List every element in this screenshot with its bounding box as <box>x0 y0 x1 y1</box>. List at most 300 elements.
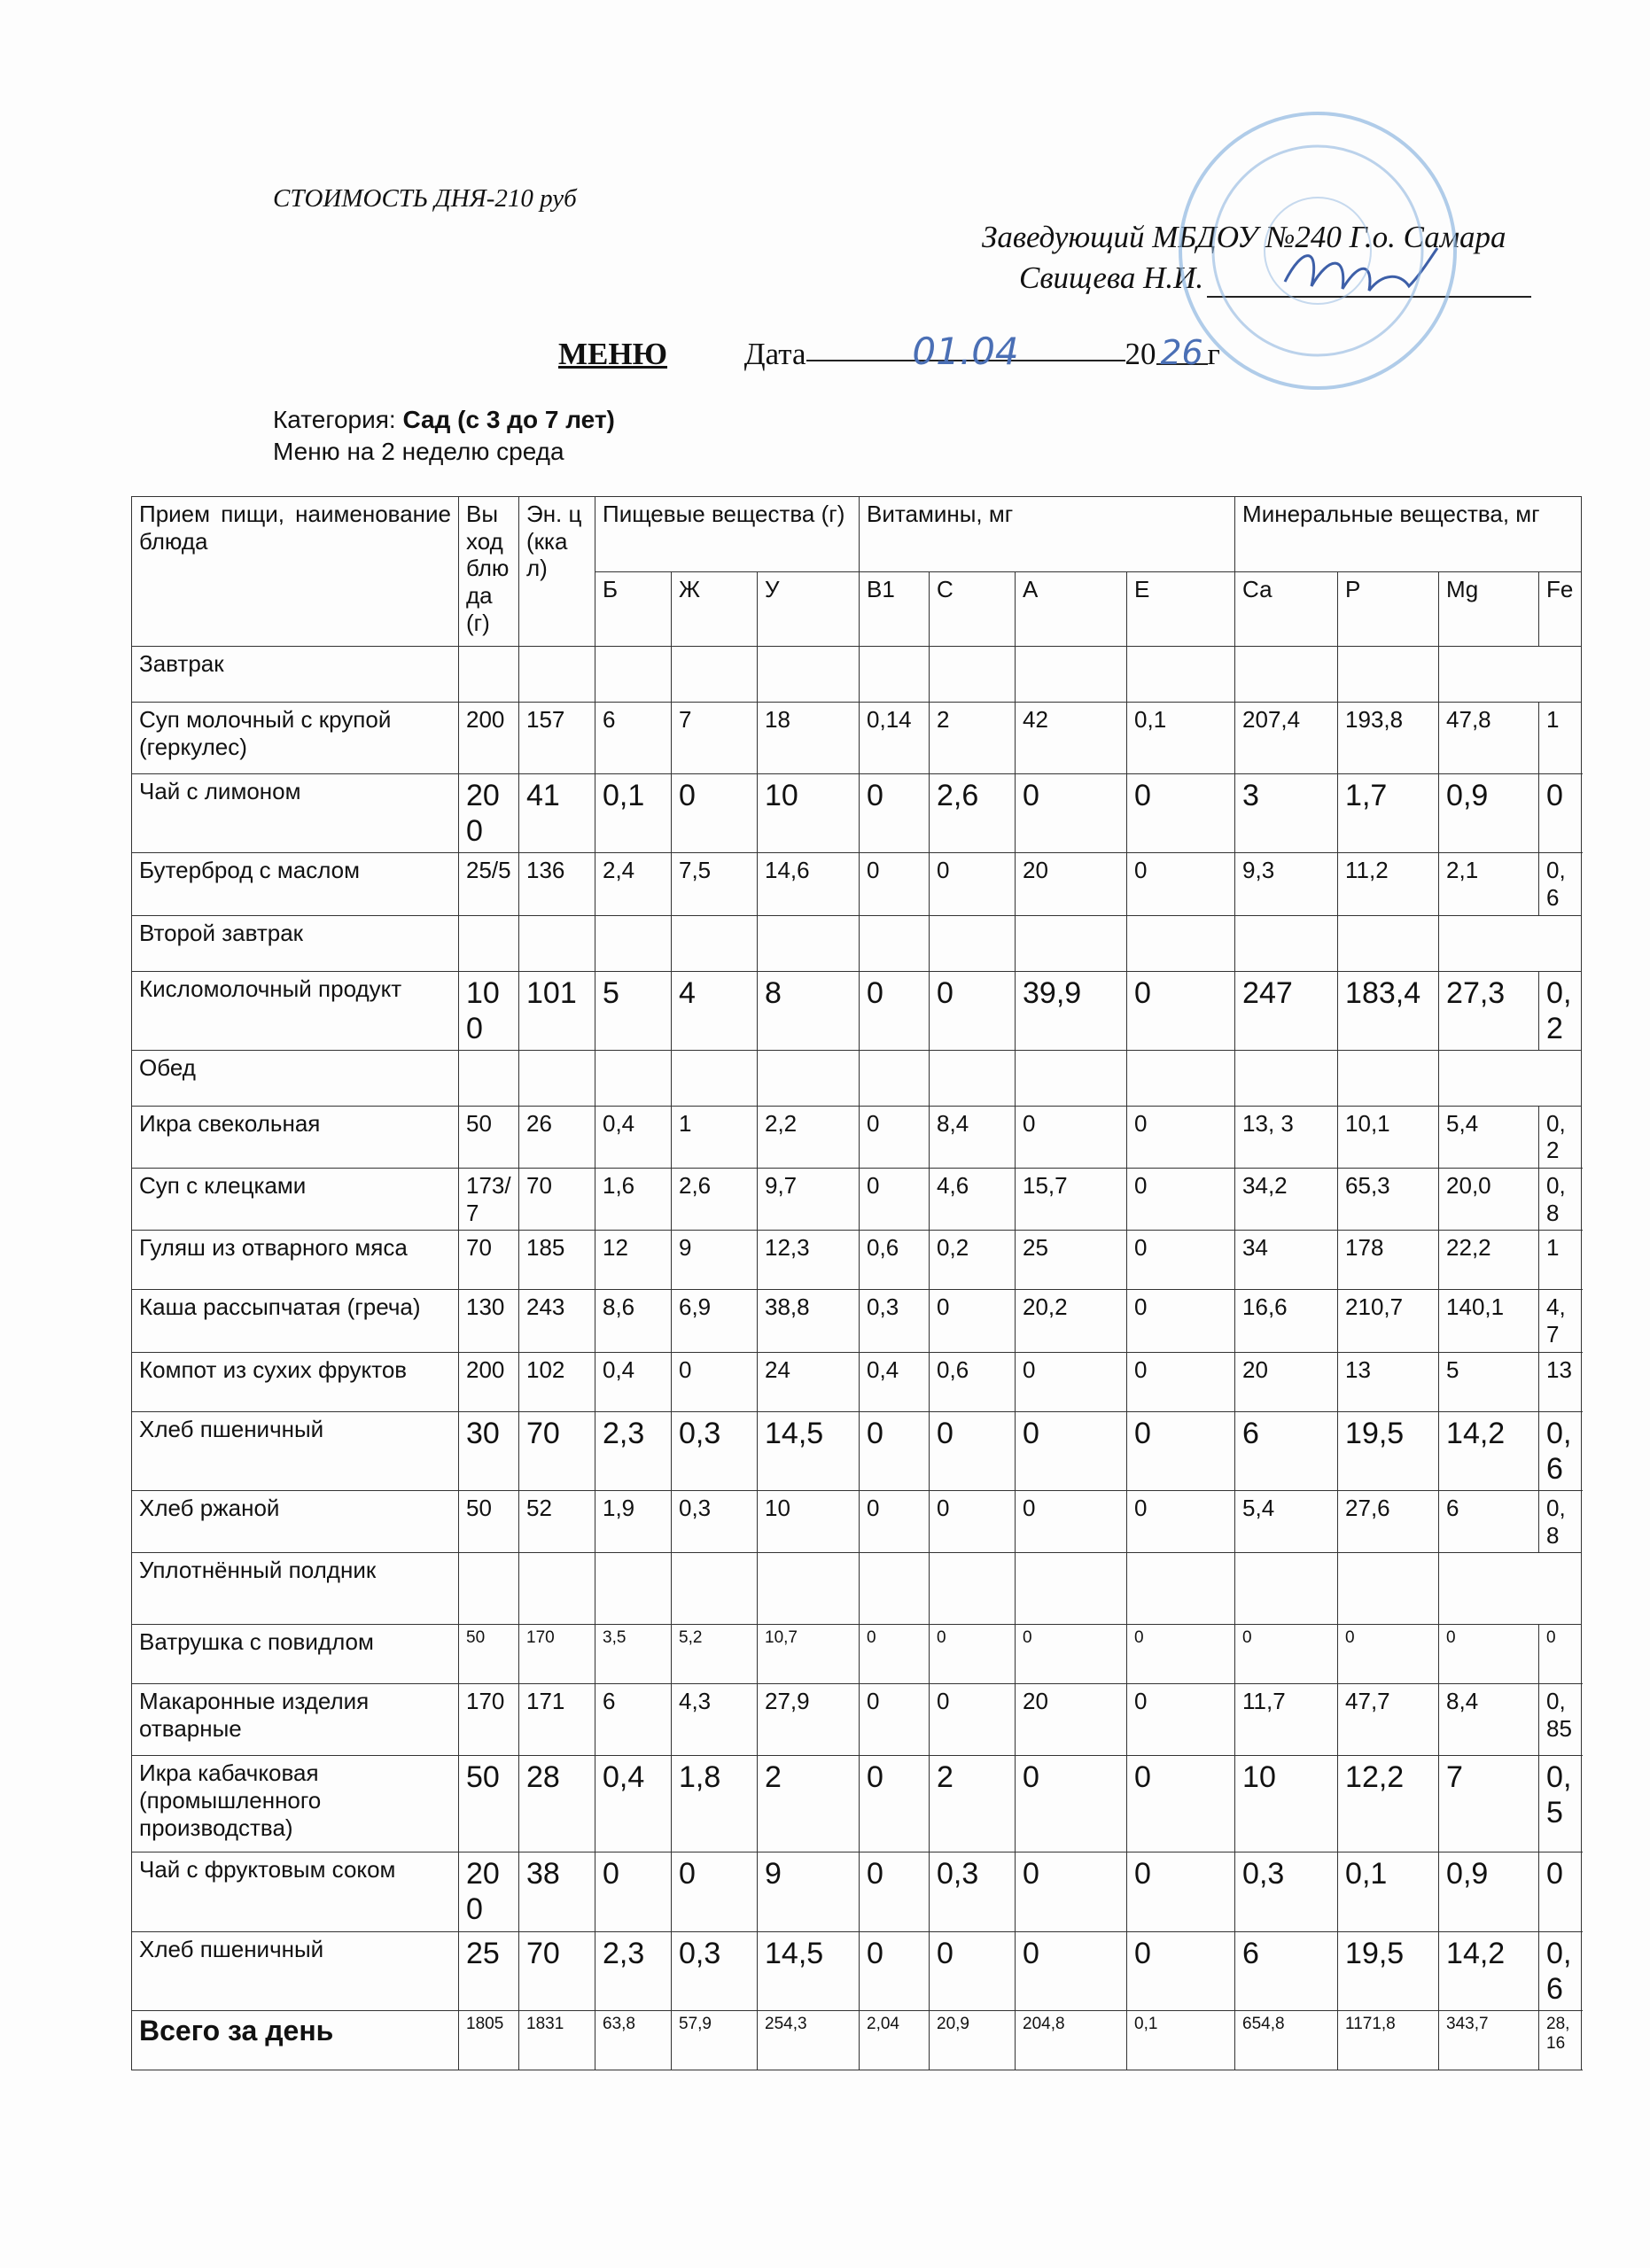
cell: 8,4 <box>930 1106 1016 1168</box>
empty-cell <box>1338 647 1439 703</box>
cell: 3,5 <box>595 1625 672 1684</box>
cell: 0 <box>672 1352 758 1411</box>
date-value: 01.04 <box>912 330 1019 373</box>
cell: 9 <box>672 1231 758 1290</box>
empty-cell <box>595 647 672 703</box>
empty-cell <box>672 915 758 971</box>
cell: 7,5 <box>672 853 758 915</box>
cell: 70 <box>519 1931 595 2010</box>
cell: 6 <box>1439 1491 1539 1553</box>
cell: 5,4 <box>1439 1106 1539 1168</box>
dish-name: Хлеб пшеничный <box>132 1411 459 1490</box>
header-energy: Эн. ц (кка л) <box>519 497 595 647</box>
empty-cell <box>930 1050 1016 1106</box>
empty-cell <box>1235 1050 1338 1106</box>
day-cost: СТОИМОСТЬ ДНЯ-210 руб <box>273 184 577 213</box>
cell: 0 <box>1127 1411 1235 1490</box>
cell: 0,9 <box>1439 774 1539 853</box>
cell: 0,2 <box>1539 971 1582 1050</box>
cell: 0,4 <box>595 1756 672 1852</box>
cell: 2 <box>930 1756 1016 1852</box>
cell: 171 <box>519 1684 595 1756</box>
cell: 0 <box>860 1491 930 1553</box>
cell: 2,3 <box>595 1411 672 1490</box>
cell: 6 <box>595 1684 672 1756</box>
table-row <box>132 1625 1582 1684</box>
empty-cell <box>758 1050 860 1106</box>
cell: 0 <box>930 1411 1016 1490</box>
date-label: Дата <box>743 337 806 371</box>
cell: 0,1 <box>595 774 672 853</box>
table-row <box>132 774 1582 853</box>
cell: 0,3 <box>672 1411 758 1490</box>
cell: 14,5 <box>758 1931 860 2010</box>
cell: 4,3 <box>672 1684 758 1756</box>
empty-cell <box>519 647 595 703</box>
cell: 30 <box>459 1411 519 1490</box>
table-row <box>132 1491 1582 1553</box>
empty-cell <box>672 647 758 703</box>
cell: 0,8 <box>1539 1169 1582 1231</box>
table-row <box>132 853 1582 915</box>
cell: 2,6 <box>672 1169 758 1231</box>
empty-cell <box>1235 915 1338 971</box>
empty-cell <box>1338 1553 1439 1625</box>
table-row <box>132 1106 1582 1168</box>
cell: 1,7 <box>1338 774 1439 853</box>
empty-cell <box>1127 1553 1235 1625</box>
dish-name: Бутерброд с маслом <box>132 853 459 915</box>
cell: 47,7 <box>1338 1684 1439 1756</box>
cell: 15,7 <box>1016 1169 1127 1231</box>
dish-name: Икра свекольная <box>132 1106 459 1168</box>
cell: 13, 3 <box>1235 1106 1338 1168</box>
total-label: Всего за день <box>132 2010 459 2070</box>
cell: 70 <box>519 1411 595 1490</box>
cell: 0 <box>595 1852 672 1931</box>
cell: 170 <box>519 1625 595 1684</box>
cell: 183,4 <box>1338 971 1439 1050</box>
cell: 1,6 <box>595 1169 672 1231</box>
cell: 1 <box>1539 1231 1582 1290</box>
cell: 0 <box>1016 1931 1127 2010</box>
cell: 0 <box>1127 971 1235 1050</box>
cell: 1 <box>1539 703 1582 774</box>
cell: 185 <box>519 1231 595 1290</box>
cell: 654,8 <box>1235 2010 1338 2070</box>
cell: 19,5 <box>1338 1411 1439 1490</box>
cell: 170 <box>459 1684 519 1756</box>
cell: 34,2 <box>1235 1169 1338 1231</box>
empty-cell <box>860 915 930 971</box>
dish-name: Кисломолочный продукт <box>132 971 459 1050</box>
cell: 0,1 <box>1338 1852 1439 1931</box>
cell: 50 <box>459 1491 519 1553</box>
cell: 0,4 <box>860 1352 930 1411</box>
cell: 157 <box>519 703 595 774</box>
cell: 8,4 <box>1439 1684 1539 1756</box>
cell: 5 <box>595 971 672 1050</box>
cell: 2,3 <box>595 1931 672 2010</box>
cell: 1 <box>672 1106 758 1168</box>
header-sub-6: Е <box>1127 571 1235 647</box>
cell: 22,2 <box>1439 1231 1539 1290</box>
cell: 254,3 <box>758 2010 860 2070</box>
cell: 7 <box>1439 1756 1539 1852</box>
section-row <box>132 915 1582 971</box>
cell: 0 <box>860 1931 930 2010</box>
cell: 0,4 <box>595 1352 672 1411</box>
cell: 0 <box>1127 1756 1235 1852</box>
cell: 0 <box>1127 1684 1235 1756</box>
cell: 10 <box>758 1491 860 1553</box>
empty-cell <box>1127 647 1235 703</box>
table-row <box>132 1352 1582 1411</box>
cell: 4,7 <box>1539 1290 1582 1352</box>
cell: 2 <box>758 1756 860 1852</box>
cell: 1805 <box>459 2010 519 2070</box>
category-line <box>273 406 615 434</box>
cell: 14,2 <box>1439 1411 1539 1490</box>
year-field <box>1156 333 1208 372</box>
header-minerals: Минеральные вещества, мг <box>1235 497 1582 572</box>
cell: 5,2 <box>672 1625 758 1684</box>
header-sub-5: А <box>1016 571 1127 647</box>
cell: 0 <box>1127 1625 1235 1684</box>
cell: 20 <box>1016 1684 1127 1756</box>
cell: 173/7 <box>459 1169 519 1231</box>
cell: 0 <box>1127 1290 1235 1352</box>
empty-cell <box>860 1050 930 1106</box>
cell: 5,4 <box>1235 1491 1338 1553</box>
year-prefix: 20 <box>1125 337 1156 371</box>
cell: 28 <box>519 1756 595 1852</box>
cell: 0 <box>930 1931 1016 2010</box>
cell: 0 <box>1127 774 1235 853</box>
header-sub-9: Mg <box>1439 571 1539 647</box>
cell: 0 <box>1539 774 1582 853</box>
dish-name: Ватрушка с повидлом <box>132 1625 459 1684</box>
date-field <box>806 330 1125 373</box>
cell: 10,1 <box>1338 1106 1439 1168</box>
cell: 100 <box>459 971 519 1050</box>
section-row <box>132 1050 1582 1106</box>
empty-cell <box>930 915 1016 971</box>
cell: 0,85 <box>1539 1684 1582 1756</box>
dish-name: Каша рассыпчатая (греча) <box>132 1290 459 1352</box>
empty-cell <box>1016 1050 1127 1106</box>
cell: 0,3 <box>1235 1852 1338 1931</box>
table-row <box>132 1684 1582 1756</box>
cell: 102 <box>519 1352 595 1411</box>
cell: 28,16 <box>1539 2010 1582 2070</box>
empty-cell <box>758 647 860 703</box>
cell: 4,6 <box>930 1169 1016 1231</box>
cell: 8,6 <box>595 1290 672 1352</box>
cell: 0,6 <box>1539 1931 1582 2010</box>
cell: 243 <box>519 1290 595 1352</box>
cell: 38,8 <box>758 1290 860 1352</box>
cell: 14,2 <box>1439 1931 1539 2010</box>
cell: 0 <box>1127 853 1235 915</box>
table-row <box>132 1290 1582 1352</box>
cell: 57,9 <box>672 2010 758 2070</box>
empty-cell <box>1016 647 1127 703</box>
empty-cell <box>459 647 519 703</box>
cell: 11,2 <box>1338 853 1439 915</box>
dish-name: Чай с фруктовым соком <box>132 1852 459 1931</box>
cell: 2,1 <box>1439 853 1539 915</box>
cell: 200 <box>459 1352 519 1411</box>
cell: 0 <box>1539 1625 1582 1684</box>
dish-name: Макаронные изделия отварные <box>132 1684 459 1756</box>
cell: 0 <box>672 774 758 853</box>
empty-cell <box>519 915 595 971</box>
cell: 0,3 <box>860 1290 930 1352</box>
cell: 343,7 <box>1439 2010 1539 2070</box>
cell: 27,9 <box>758 1684 860 1756</box>
cell: 25 <box>1016 1231 1127 1290</box>
cell: 210,7 <box>1338 1290 1439 1352</box>
cell: 0,5 <box>1539 1756 1582 1852</box>
cell: 0 <box>930 853 1016 915</box>
dish-name: Компот из сухих фруктов <box>132 1352 459 1411</box>
empty-cell <box>595 915 672 971</box>
cell: 0 <box>930 1684 1016 1756</box>
cell: 6,9 <box>672 1290 758 1352</box>
cell: 39,9 <box>1016 971 1127 1050</box>
director-name: Свищева Н.И. <box>1019 260 1204 295</box>
cell: 2,04 <box>860 2010 930 2070</box>
cell: 9,7 <box>758 1169 860 1231</box>
cell: 0 <box>860 1106 930 1168</box>
cell: 0 <box>1127 1231 1235 1290</box>
week-line: Меню на 2 неделю среда <box>273 438 564 465</box>
cell: 0 <box>930 1290 1016 1352</box>
cell: 0,6 <box>930 1352 1016 1411</box>
empty-cell <box>459 1553 519 1625</box>
category-value: Сад (с 3 до 7 лет) <box>402 406 615 433</box>
table-row <box>132 1169 1582 1231</box>
cell: 41 <box>519 774 595 853</box>
empty-cell <box>1235 647 1338 703</box>
dish-name: Суп молочный с крупой (геркулес) <box>132 703 459 774</box>
cell: 0,3 <box>672 1931 758 2010</box>
table-row <box>132 1852 1582 1931</box>
cell: 65,3 <box>1338 1169 1439 1231</box>
cell: 0 <box>860 1411 930 1490</box>
cell: 0 <box>1016 1756 1127 1852</box>
cell: 0,14 <box>860 703 930 774</box>
dish-name: Суп с клецками <box>132 1169 459 1231</box>
empty-cell <box>595 1050 672 1106</box>
header-sub-2: У <box>758 571 860 647</box>
cell: 0 <box>860 1852 930 1931</box>
empty-cell <box>1127 1050 1235 1106</box>
dish-name: Хлеб пшеничный <box>132 1931 459 2010</box>
section-row <box>132 1553 1582 1625</box>
empty-cell <box>459 915 519 971</box>
cell: 38 <box>519 1852 595 1931</box>
section-title: Завтрак <box>132 647 459 703</box>
cell: 10,7 <box>758 1625 860 1684</box>
cell: 0,2 <box>1539 1106 1582 1168</box>
cell: 1,8 <box>672 1756 758 1852</box>
cell: 0 <box>930 971 1016 1050</box>
cell: 25 <box>459 1931 519 2010</box>
cell: 19,5 <box>1338 1931 1439 2010</box>
empty-cell <box>1439 915 1582 971</box>
cell: 0 <box>930 1625 1016 1684</box>
cell: 50 <box>459 1756 519 1852</box>
menu-table <box>131 496 1582 2070</box>
cell: 14,6 <box>758 853 860 915</box>
cell: 13 <box>1338 1352 1439 1411</box>
cell: 0 <box>860 1684 930 1756</box>
cell: 2,2 <box>758 1106 860 1168</box>
cell: 14,5 <box>758 1411 860 1490</box>
empty-cell <box>758 915 860 971</box>
cell: 2,4 <box>595 853 672 915</box>
cell: 25/5 <box>459 853 519 915</box>
cell: 20,2 <box>1016 1290 1127 1352</box>
table-row <box>132 1411 1582 1490</box>
cell: 0 <box>672 1852 758 1931</box>
cell: 178 <box>1338 1231 1439 1290</box>
cell: 10 <box>1235 1756 1338 1852</box>
cell: 0 <box>1016 1411 1127 1490</box>
cell: 247 <box>1235 971 1338 1050</box>
table-row <box>132 971 1582 1050</box>
cell: 0 <box>1127 1852 1235 1931</box>
cell: 0 <box>1127 1352 1235 1411</box>
cell: 0,3 <box>672 1491 758 1553</box>
cell: 0 <box>860 1169 930 1231</box>
empty-cell <box>1016 915 1127 971</box>
total-row <box>132 2010 1582 2070</box>
cell: 27,6 <box>1338 1491 1439 1553</box>
empty-cell <box>1338 1050 1439 1106</box>
empty-cell <box>758 1553 860 1625</box>
header-sub-4: С <box>930 571 1016 647</box>
director-title: Заведующий МБДОУ №240 Г.о. Самара <box>982 220 1506 254</box>
cell: 204,8 <box>1016 2010 1127 2070</box>
cell: 6 <box>1235 1931 1338 2010</box>
cell: 34 <box>1235 1231 1338 1290</box>
empty-cell <box>1439 647 1582 703</box>
cell: 10 <box>758 774 860 853</box>
cell: 101 <box>519 971 595 1050</box>
empty-cell <box>1439 1050 1582 1106</box>
cell: 2 <box>930 703 1016 774</box>
cell: 24 <box>758 1352 860 1411</box>
dish-name: Гуляш из отварного мяса <box>132 1231 459 1290</box>
cell: 0 <box>1016 1106 1127 1168</box>
cell: 20 <box>1016 853 1127 915</box>
cell: 20,0 <box>1439 1169 1539 1231</box>
section-title: Второй завтрак <box>132 915 459 971</box>
cell: 200 <box>459 703 519 774</box>
header-sub-3: В1 <box>860 571 930 647</box>
cell: 12,3 <box>758 1231 860 1290</box>
cell: 0 <box>1127 1491 1235 1553</box>
empty-cell <box>930 647 1016 703</box>
cell: 140,1 <box>1439 1290 1539 1352</box>
header-sub-7: Са <box>1235 571 1338 647</box>
cell: 16,6 <box>1235 1290 1338 1352</box>
cell: 0,1 <box>1127 2010 1235 2070</box>
header-sub-8: Р <box>1338 571 1439 647</box>
cell: 0 <box>860 853 930 915</box>
empty-cell <box>860 647 930 703</box>
cell: 193,8 <box>1338 703 1439 774</box>
cell: 0,9 <box>1439 1852 1539 1931</box>
cell: 7 <box>672 703 758 774</box>
cell: 0,4 <box>595 1106 672 1168</box>
cell: 5 <box>1439 1352 1539 1411</box>
empty-cell <box>595 1553 672 1625</box>
section-title: Уплотнённый полдник <box>132 1553 459 1625</box>
dish-name: Хлеб ржаной <box>132 1491 459 1553</box>
cell: 70 <box>519 1169 595 1231</box>
cell: 130 <box>459 1290 519 1352</box>
cell: 6 <box>595 703 672 774</box>
header-nutrients: Пищевые вещества (г) <box>595 497 860 572</box>
empty-cell <box>672 1050 758 1106</box>
cell: 200 <box>459 1852 519 1931</box>
cell: 2,6 <box>930 774 1016 853</box>
header-sub-10: Fe <box>1539 571 1582 647</box>
menu-date-line <box>558 330 1220 372</box>
cell: 207,4 <box>1235 703 1338 774</box>
cell: 0,3 <box>930 1852 1016 1931</box>
cell: 0 <box>860 774 930 853</box>
cell: 50 <box>459 1106 519 1168</box>
year-suffix: г <box>1207 337 1220 371</box>
cell: 0,1 <box>1127 703 1235 774</box>
cell: 11,7 <box>1235 1684 1338 1756</box>
cell: 0 <box>1016 774 1127 853</box>
cell: 3 <box>1235 774 1338 853</box>
empty-cell <box>672 1553 758 1625</box>
cell: 0 <box>1127 1931 1235 2010</box>
cell: 200 <box>459 774 519 853</box>
cell: 0 <box>930 1491 1016 1553</box>
empty-cell <box>1235 1553 1338 1625</box>
cell: 0 <box>860 971 930 1050</box>
cell: 0 <box>860 1756 930 1852</box>
cell: 9,3 <box>1235 853 1338 915</box>
cell: 20 <box>1235 1352 1338 1411</box>
empty-cell <box>1338 915 1439 971</box>
table-header <box>132 497 1582 647</box>
menu-title: МЕНЮ <box>558 337 668 371</box>
cell: 0 <box>1127 1169 1235 1231</box>
cell: 8 <box>758 971 860 1050</box>
cell: 136 <box>519 853 595 915</box>
empty-cell <box>1127 915 1235 971</box>
dish-name: Икра кабачковая (промышленного производства) <box>132 1756 459 1852</box>
empty-cell <box>459 1050 519 1106</box>
cell: 12,2 <box>1338 1756 1439 1852</box>
cell: 1171,8 <box>1338 2010 1439 2070</box>
cell: 47,8 <box>1439 703 1539 774</box>
empty-cell <box>860 1553 930 1625</box>
cell: 1,9 <box>595 1491 672 1553</box>
empty-cell <box>1016 1553 1127 1625</box>
table-row <box>132 1931 1582 2010</box>
cell: 0 <box>1439 1625 1539 1684</box>
